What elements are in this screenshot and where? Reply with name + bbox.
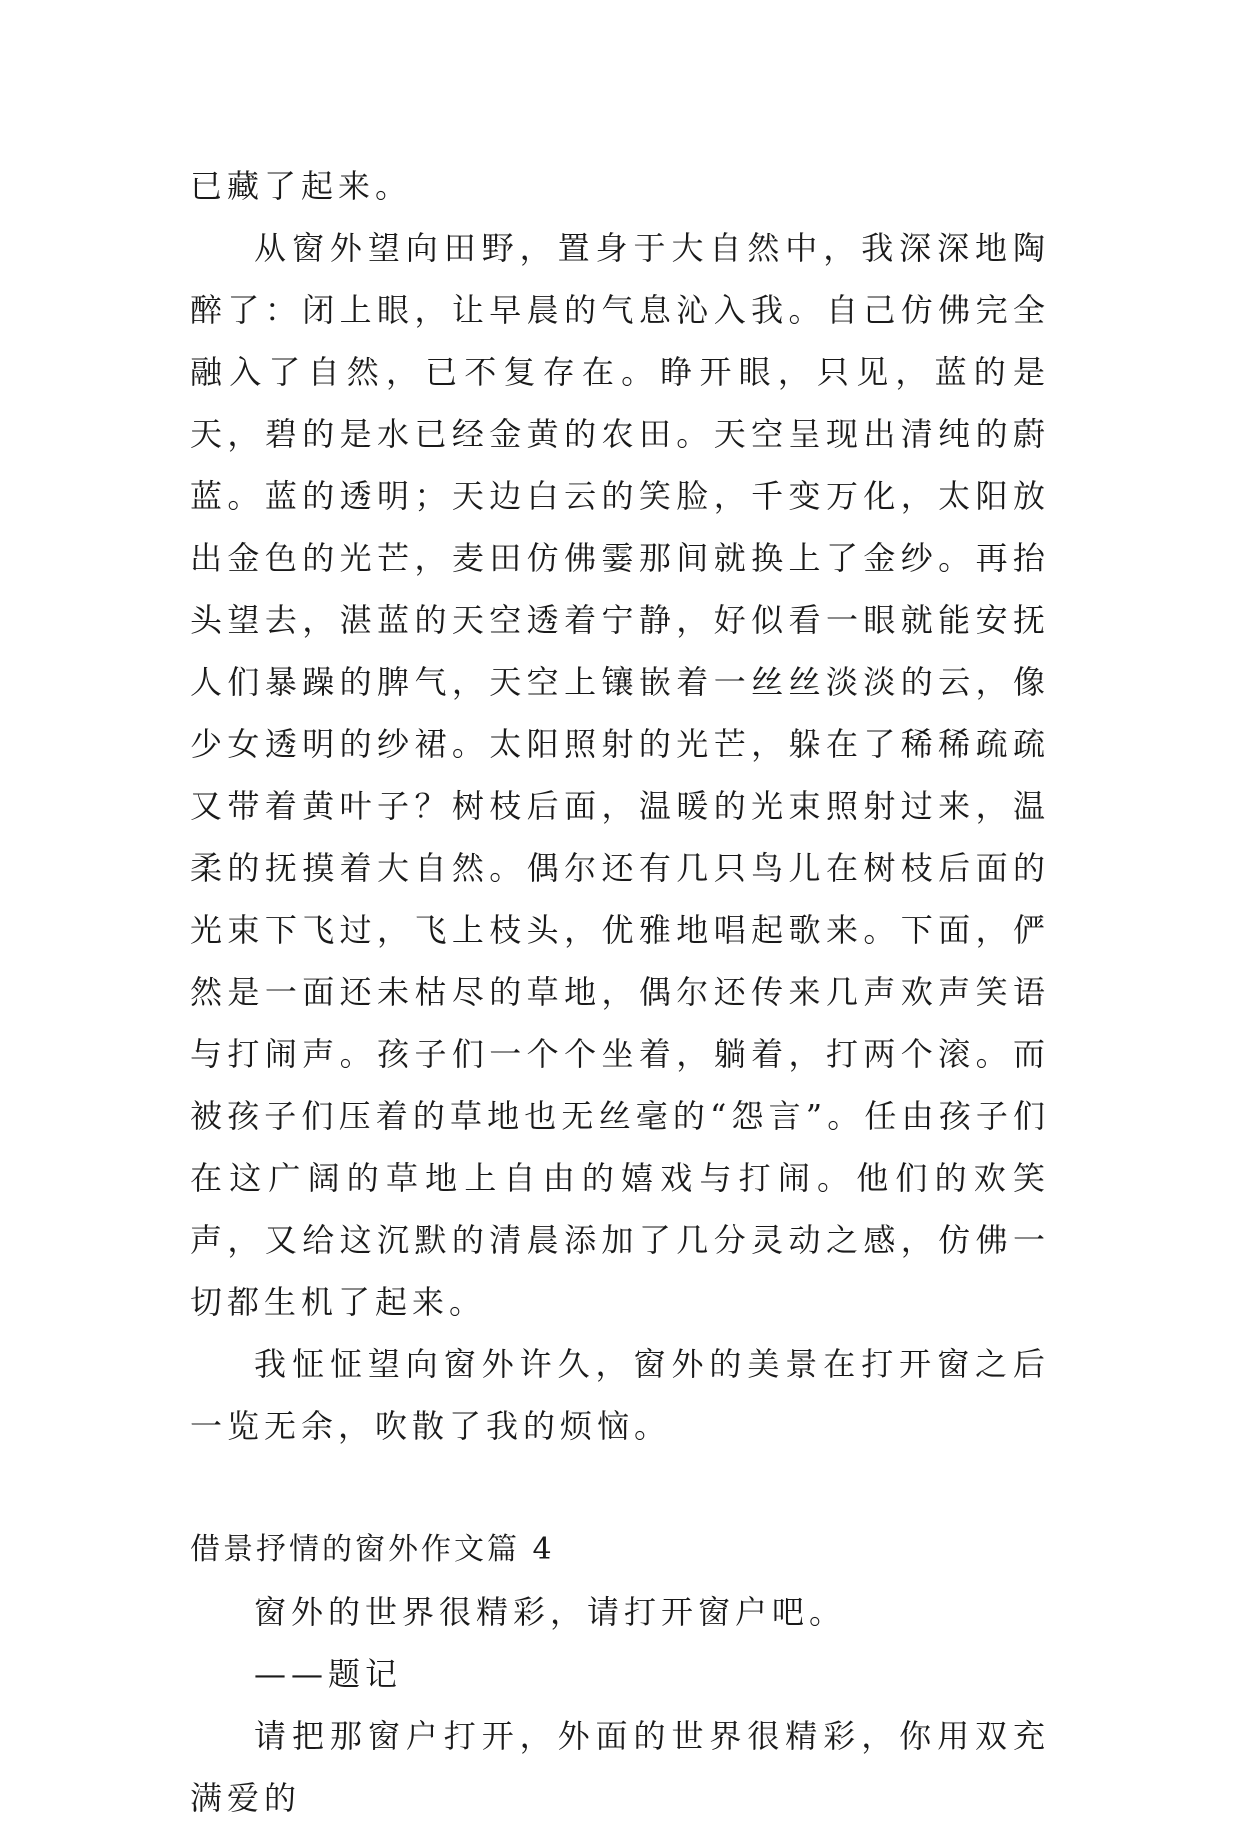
paragraph-opening: 请把那窗户打开，外面的世界很精彩，你用双充满爱的 [190,1717,1050,1817]
epigraph: 窗外的世界很精彩，请打开窗户吧。 [254,1593,847,1631]
paragraph-conclusion: 我怔怔望向窗外许久，窗外的美景在打开窗之后一览无余，吹散了我的烦恼。 [190,1345,1050,1445]
paragraph-continuation: 已藏了起来。 [190,167,413,205]
epigraph-attribution: ——题记 [254,1655,403,1693]
section-heading: 借景抒情的窗外作文篇 4 [190,1532,555,1567]
document-body [190,155,1050,1829]
paragraph-window-view: 从窗外望向田野，置身于大自然中，我深深地陶醉了：闭上眼，让早晨的气息沁入我。自己仿佛完全融入了自然，已不复存在。睁开眼，只见，蓝的是天，碧的是水已经金黄的农田。天空呈现出清纯的蔚蓝。蓝的透明；天边白云的笑脸，千变万化，太阳放出金色的光芒，麦田仿佛霎那间就换上了金纱。再抬头望去，湛蓝的天空透着宁静，好似看一眼就能安抚人们暴躁的脾气，天空上镶嵌着一丝丝淡淡的云，像少女透明的纱裙。太阳照射的光芒，躲在了稀稀疏疏又带着黄叶子？树枝后面，温暖的光束照射过来，温柔的抚摸着大自然。偶尔还有几只鸟儿在树枝后面的光束下飞过，飞上枝头，优雅地唱起歌来。下面，俨然是一面还未枯尽的草地，偶尔还传来几声欢声笑语与打闹声。孩子们一个个坐着，躺着，打两个滚。而被孩子们压着的草地也无丝毫的“怨言”。任由孩子们在这广阔的草地上自由的嬉戏与打闹。他们的欢笑声，又给这沉默的清晨添加了几分灵动之感，仿佛一切都生机了起来。 [190,229,1050,1321]
